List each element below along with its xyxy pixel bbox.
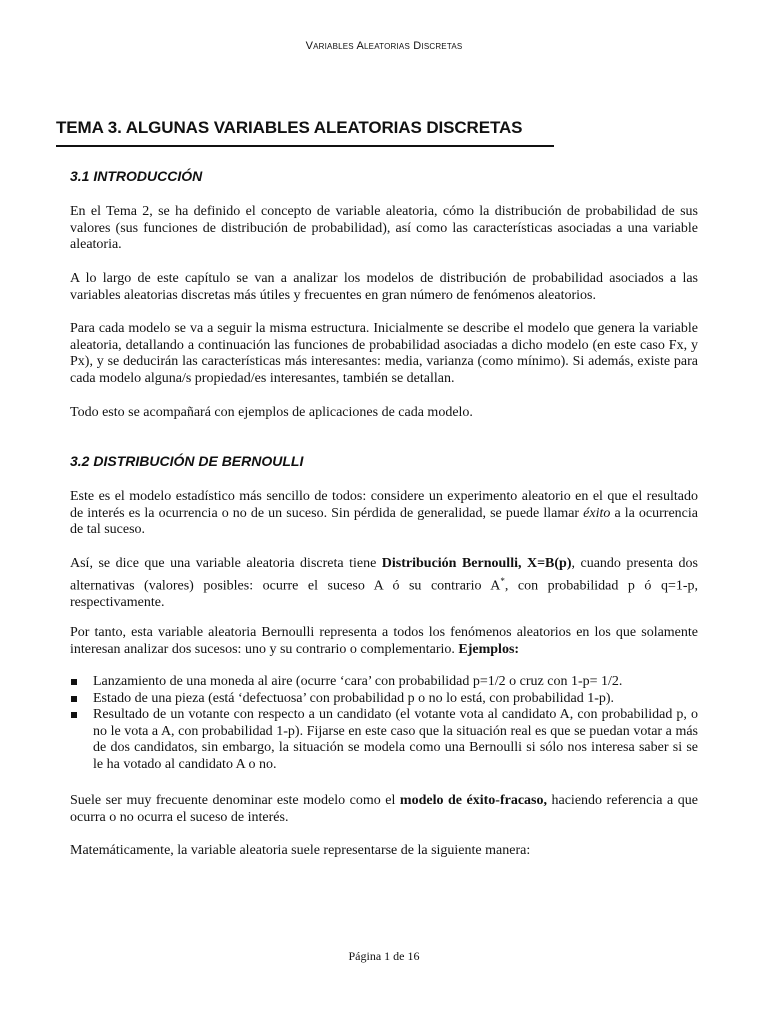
examples-list <box>70 674 698 773</box>
exito-term: éxito <box>583 505 611 521</box>
intro-paragraph-3: Para cada modelo se va a seguir la misma estructura. Inicialmente se describe el modelo que genera la variable aleatoria, detallando a continuación las funciones de probabilidad asociadas a dicho modelo (en este caso Fx, y Px), y se deducirán las características más interesantes: media, varianza (como mínimo). Si además, existe para cada modelo alguna/s propiedad/es interesantes, también se detallan. <box>70 321 698 386</box>
list-item: Resultado de un votante con respecto a un candidato (el votante vota al candidato A, con probabilidad p, o no le vota a A, con probabilidad 1-p). Fijarse en este caso que la situación real es que se puedan votar a más de dos candidatos, sin embargo, la situación se modela como una Bernoulli si sólo nos interesa saber si se le ha votado al candidato A o no. <box>70 707 698 773</box>
bernoulli-paragraph-5: Matemáticamente, la variable aleatoria suele representarse de la siguiente manera: <box>70 843 531 858</box>
bernoulli-paragraph-1: Este es el modelo estadístico más sencillo de todos: considere un experimento aleatorio en el que el resultado de interés es la ocurrencia o no de un suceso. Sin pérdida de generalidad, se puede llamar éxito a la ocurrencia de tal suceso. <box>70 489 698 537</box>
bullet-icon <box>71 696 77 702</box>
intro-paragraph-2: A lo largo de este capítulo se van a analizar los modelos de distribución de probabilidad asociados a las variables aleatorias discretas más útiles y frecuentes en gran número de fenómenos aleatorios. <box>70 271 698 303</box>
bullet-icon <box>71 679 77 685</box>
exito-fracaso-term: modelo de éxito-fracaso, <box>399 793 547 808</box>
intro-paragraph-4: Todo esto se acompañará con ejemplos de aplicaciones de cada modelo. <box>70 405 473 420</box>
examples-label: Ejemplos: <box>458 641 520 657</box>
chapter-title: TEMA 3. ALGUNAS VARIABLES ALEATORIAS DISCRETAS <box>56 118 554 147</box>
bernoulli-paragraph-3: Por tanto, esta variable aleatoria Bernoulli representa a todos los fenómenos aleatorios en los que solamente interesan analizar dos sucesos: uno y su contrario o complementario. Ejemplos: <box>70 625 698 657</box>
intro-paragraph-1: En el Tema 2, se ha definido el concepto de variable aleatoria, cómo la distribución de probabilidad de sus valores (sus funciones de distribución de probabilidad), así como las características asociadas a una variable aleatoria. <box>70 204 698 252</box>
section-heading-introduccion: 3.1 INTRODUCCIÓN <box>70 168 203 184</box>
page-number: Página 1 de 16 <box>348 949 420 963</box>
list-item: Estado de una pieza (está ‘defectuosa’ con probabilidad p o no lo está, con probabilidad 1-p). <box>70 691 698 708</box>
bernoulli-paragraph-2: Así, se dice que una variable aleatoria discreta tiene Distribución Bernoulli, X=B(p), cuando presenta dos alternativas (valores) posibles: ocurre el suceso A ó su contrario A*, con probabilidad p ó q=1-p, respectivamente. <box>70 556 699 610</box>
list-item: Lanzamiento de una moneda al aire (ocurre ‘cara’ con probabilidad p=1/2 o cruz con 1-p= 1/2. <box>70 674 698 691</box>
bernoulli-paragraph-4: Suele ser muy frecuente denominar este modelo como el modelo de éxito-fracaso, haciendo referencia a que ocurra o no ocurra el suceso de interés. <box>70 793 698 825</box>
running-header: Variables Aleatorias Discretas <box>305 40 463 52</box>
bullet-icon <box>71 712 77 718</box>
bernoulli-definition: Distribución Bernoulli, X=B(p) <box>381 556 572 571</box>
section-heading-bernoulli: 3.2 DISTRIBUCIÓN DE BERNOULLI <box>70 453 304 469</box>
